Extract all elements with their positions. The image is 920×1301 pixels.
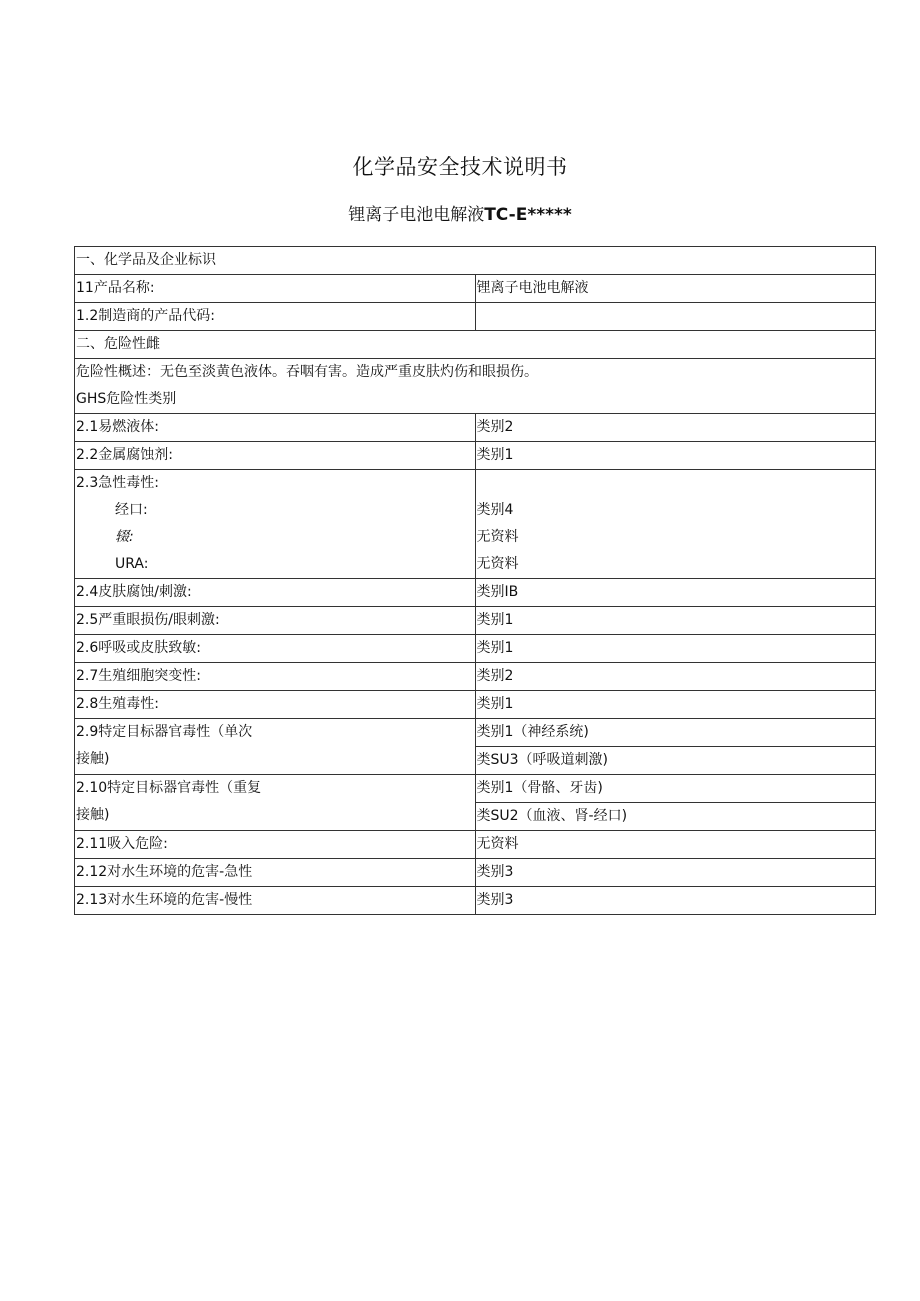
hazard-category: 类别2: [475, 663, 876, 691]
hazard-label: 2.11吸入危险:: [75, 831, 476, 859]
hazard-category: 类别1: [475, 691, 876, 719]
product-code-value: [475, 303, 876, 331]
ghs-heading: GHS危险性类别: [76, 391, 177, 407]
section-1-heading: 一、化学品及企业标识: [75, 247, 876, 275]
table-row: [75, 859, 876, 887]
hazard-category: 类别1: [475, 635, 876, 663]
table-row: [75, 831, 876, 859]
hazard-label: 2.12对水生环境的危害-急性: [75, 859, 476, 887]
hazard-category: 类别2: [475, 414, 876, 442]
oral-label: 经口:: [115, 502, 148, 518]
hazard-category: 类别1: [475, 442, 876, 470]
table-row: [75, 275, 876, 303]
section-1-heading-row: [75, 247, 876, 275]
hazard-label: 2.8生殖毒性:: [75, 691, 476, 719]
hazard-label: 2.13对水生环境的危害-慢性: [75, 887, 476, 915]
hazard-label: 2.7生殖细胞突变性:: [75, 663, 476, 691]
hazard-category: 类别1（骨骼、牙齿): [475, 775, 876, 803]
document-title: 化学品安全技术说明书: [352, 155, 568, 179]
hazard-category: 类SU2（血液、肾-经口): [475, 803, 876, 831]
dermal-label: 辍:: [115, 529, 134, 545]
hazard-label-cont: 接触): [76, 807, 110, 823]
product-name: 锂离子电池电解液: [348, 205, 485, 225]
hazard-label: 2.5严重眼损伤/眼刺激:: [75, 607, 476, 635]
hazard-label: 2.3急性毒性:: [76, 475, 159, 491]
table-row: [75, 579, 876, 607]
hazard-category: 类别3: [475, 887, 876, 915]
table-row: [75, 887, 876, 915]
table-row: [75, 691, 876, 719]
inhalation-category: 无资料: [476, 556, 519, 572]
product-name-label: 11产品名称:: [75, 275, 476, 303]
hazard-category: 类别1（神经系统): [475, 719, 876, 747]
table-row: [75, 775, 876, 803]
hazard-overview-row: [75, 359, 876, 414]
product-code: TC-E*****: [484, 205, 572, 225]
hazard-label: 2.6呼吸或皮肤致敏:: [75, 635, 476, 663]
section-2-heading: 二、危险性雌: [75, 331, 876, 359]
hazard-label: 2.1易燃液体:: [75, 414, 476, 442]
hazard-label: 2.4皮肤腐蚀/刺激:: [75, 579, 476, 607]
hazard-overview: 危险性概述：无色至淡黄色液体。吞咽有害。造成严重皮肤灼伤和眼损伤。: [76, 364, 538, 380]
table-row: [75, 719, 876, 747]
document-subtitle: [0, 200, 920, 225]
table-row: [75, 607, 876, 635]
section-2-heading-row: [75, 331, 876, 359]
table-row: [75, 663, 876, 691]
sds-table: [74, 246, 876, 915]
hazard-label: 2.10特定目标器官毒性（重复: [76, 780, 262, 796]
hazard-label-cont: 接触): [76, 751, 110, 767]
dermal-category: 无资料: [476, 529, 519, 545]
hazard-label: 2.2金属腐蚀剂:: [75, 442, 476, 470]
table-row: [75, 303, 876, 331]
table-row: [75, 635, 876, 663]
inhalation-label: URA:: [115, 556, 149, 572]
hazard-category: 类别IB: [475, 579, 876, 607]
table-row: [75, 414, 876, 442]
product-name-value: 锂离子电池电解液: [475, 275, 876, 303]
oral-category: 类别4: [476, 502, 514, 518]
hazard-category: 无资料: [475, 831, 876, 859]
hazard-category: 类SU3（呼吸道刺激): [475, 747, 876, 775]
table-row: [75, 442, 876, 470]
hazard-category: 类别1: [475, 607, 876, 635]
hazard-category: 类别3: [475, 859, 876, 887]
product-code-label: 1.2制造商的产品代码:: [75, 303, 476, 331]
hazard-label: 2.9特定目标器官毒性（单次: [76, 724, 253, 740]
acute-toxicity-row: [75, 470, 876, 579]
